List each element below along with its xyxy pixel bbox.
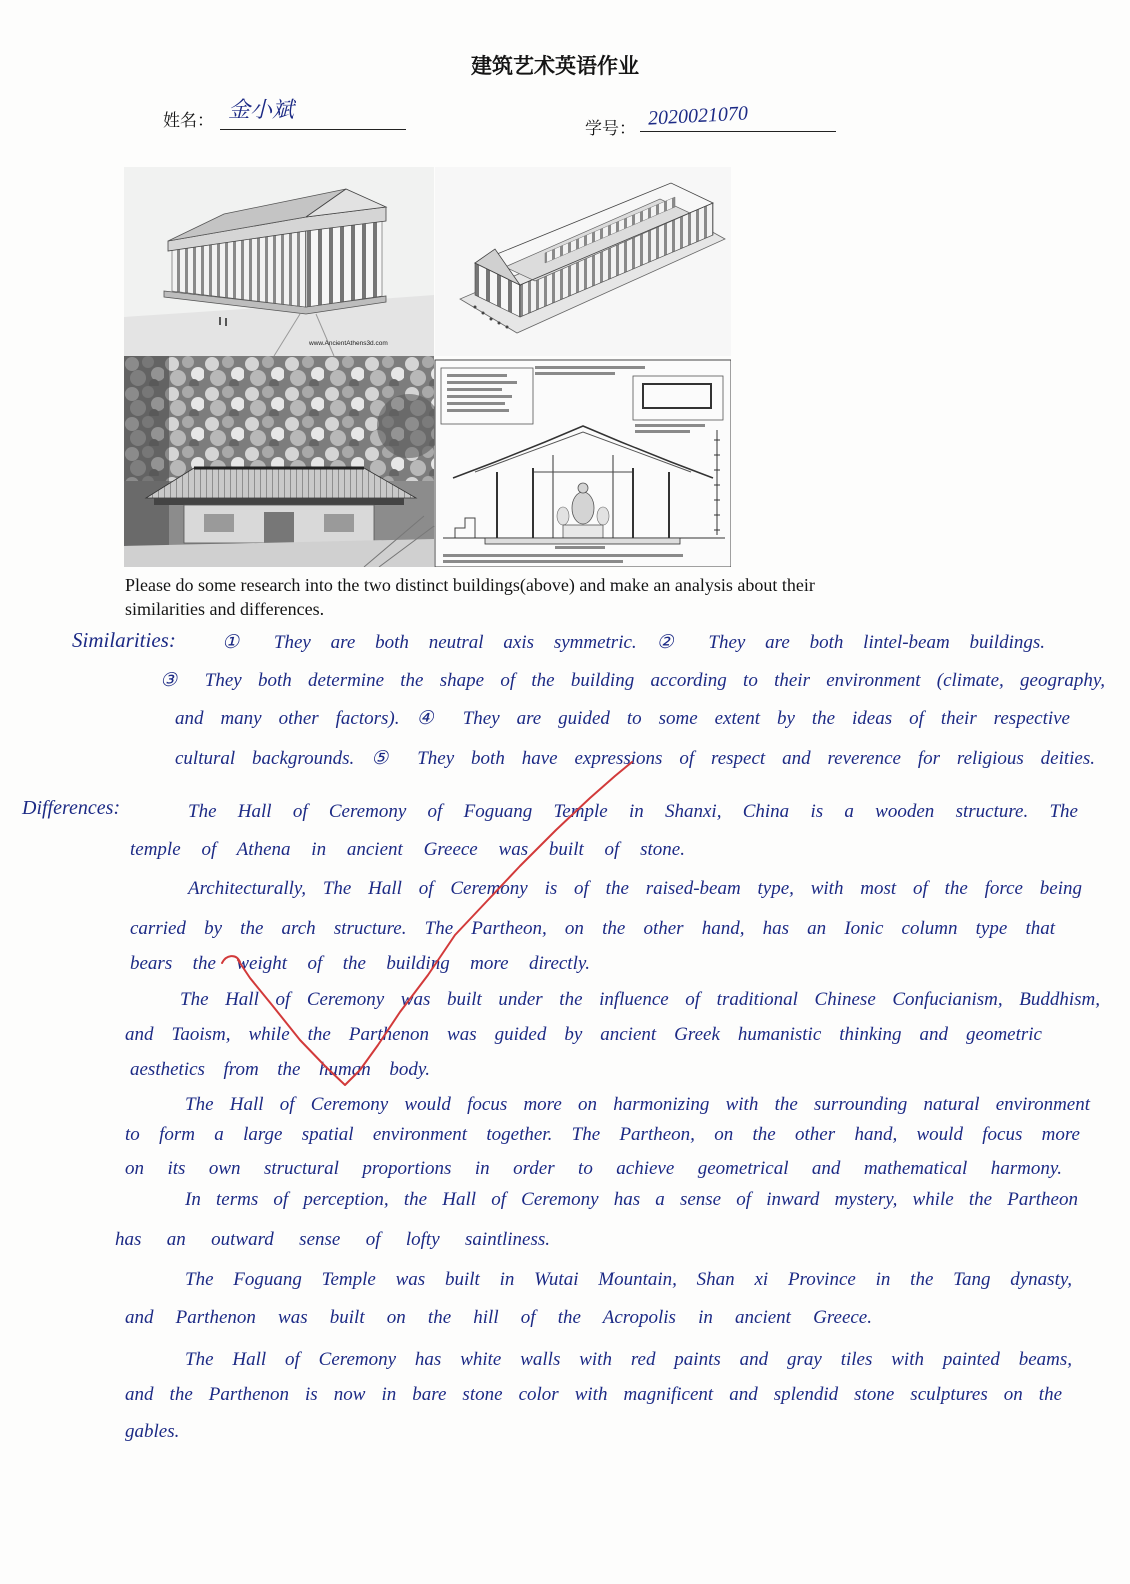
similarity-line: ① They are both neutral axis symmetric. ② They are both lintel-beam buildings.: [222, 632, 1045, 653]
differences-label: Differences:: [22, 797, 121, 819]
prompt-line-2: similarities and differences.: [125, 599, 325, 619]
difference-line: The Foguang Temple was built in Wutai Mountain, Shan xi Province in the Tang dynasty,: [185, 1269, 1072, 1290]
difference-line: to form a large spatial environment together. The Partheon, on the other hand, would focus more: [125, 1124, 1080, 1145]
difference-line: has an outward sense of lofty saintliness.: [115, 1229, 550, 1250]
difference-line: and Taoism, while the Parthenon was guided by ancient Greek humanistic thinking and geometric: [125, 1024, 1042, 1045]
parthenon-cutaway-drawing: [435, 167, 731, 356]
difference-line: aesthetics from the human body.: [130, 1059, 430, 1080]
difference-line: gables.: [125, 1421, 180, 1442]
student-id-label: 学号：: [585, 119, 636, 138]
name-underline: [220, 129, 406, 130]
prompt-line-1: Please do some research into the two distinct buildings(above) and make an analysis about their: [125, 575, 815, 595]
difference-line: In terms of perception, the Hall of Ceremony has a sense of inward mystery, while the Partheon: [185, 1189, 1078, 1210]
foguang-temple-photo: [124, 356, 441, 567]
difference-line: The Hall of Ceremony has white walls with red paints and gray tiles with painted beams,: [185, 1349, 1072, 1370]
difference-line: carried by the arch structure. The Partheon, on the other hand, has an Ionic column type that: [130, 918, 1055, 939]
id-underline: [640, 131, 836, 132]
difference-line: temple of Athena in ancient Greece was built of stone.: [130, 839, 685, 860]
difference-line: The Hall of Ceremony would focus more on harmonizing with the surrounding natural environment: [185, 1094, 1090, 1115]
difference-line: The Hall of Ceremony of Foguang Temple in Shanxi, China is a wooden structure. The: [188, 801, 1078, 822]
name-label: 姓名：: [163, 111, 214, 130]
difference-line: bears the weight of the building more directly.: [130, 953, 590, 974]
difference-line: Architecturally, The Hall of Ceremony is of the raised-beam type, with most of the force being: [188, 878, 1082, 899]
similarity-line: and many other factors). ④ They are guided to some extent by the ideas of their respective: [175, 708, 1070, 729]
foguang-cross-section-diagram: [435, 360, 731, 567]
parthenon-drawing: [124, 167, 434, 356]
difference-line: on its own structural proportions in order to achieve geometrical and mathematical harmony.: [125, 1158, 1062, 1179]
student-id: 2020021070: [647, 102, 749, 130]
difference-line: and the Parthenon is now in bare stone color with magnificent and splendid stone sculptures on the: [125, 1384, 1062, 1405]
similarity-line: cultural backgrounds. ⑤ They both have expressions of respect and reverence for religious deities.: [175, 748, 1095, 769]
student-name: 金小斌: [228, 97, 295, 122]
image-credit: www.AncientAthens3d.com: [309, 340, 388, 347]
page-title: 建筑艺术英语作业: [471, 54, 639, 78]
difference-line: and Parthenon was built on the hill of the Acropolis in ancient Greece.: [125, 1307, 872, 1328]
similarities-label: Similarities:: [72, 628, 176, 652]
building-figures: [124, 167, 731, 567]
similarity-line: ③ They both determine the shape of the building according to their environment (climate, geography,: [160, 670, 1105, 691]
difference-line: The Hall of Ceremony was built under the influence of traditional Chinese Confucianism, Buddhism,: [180, 989, 1100, 1010]
